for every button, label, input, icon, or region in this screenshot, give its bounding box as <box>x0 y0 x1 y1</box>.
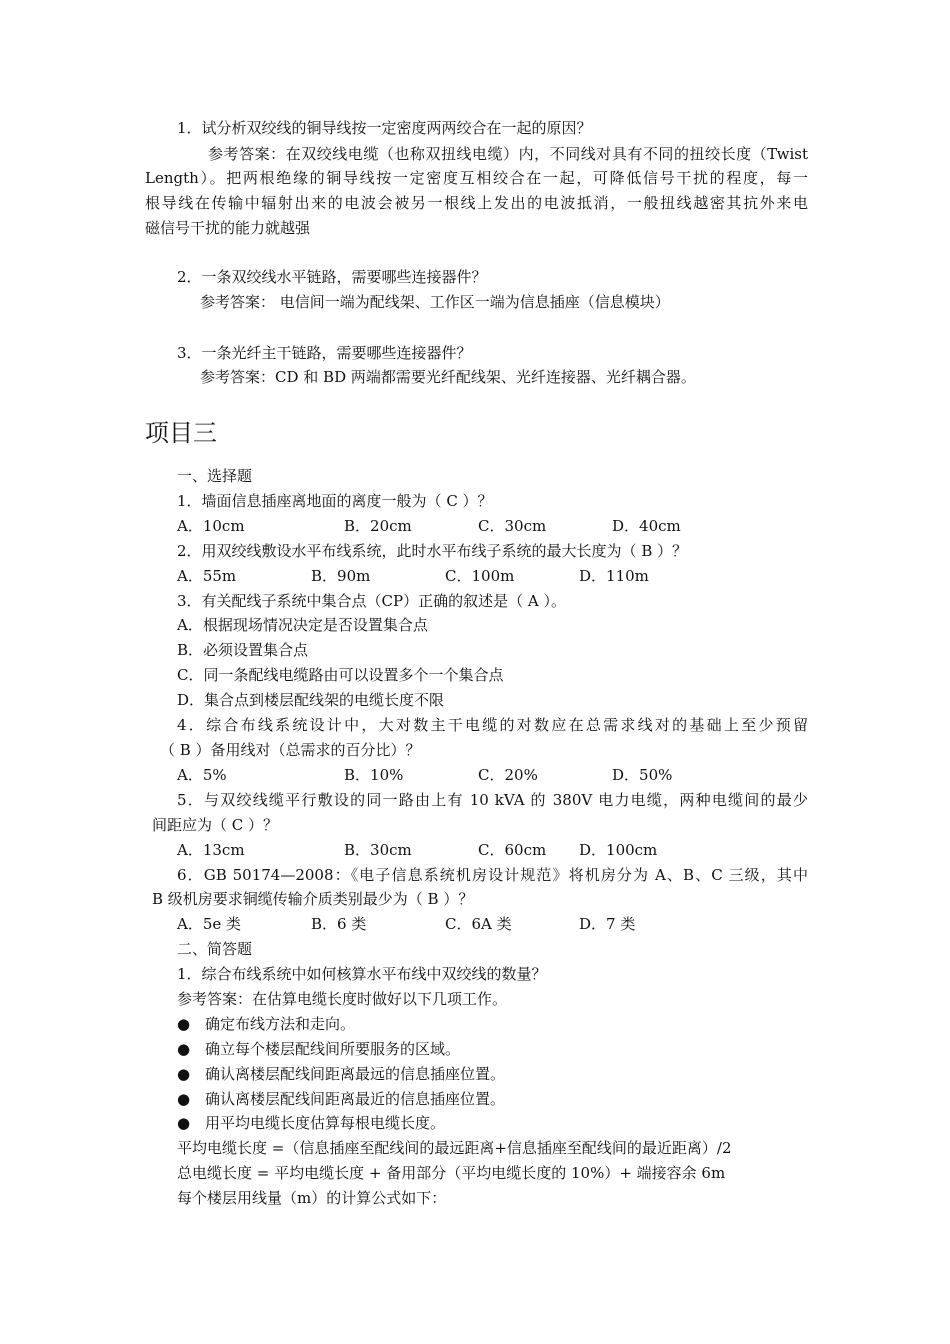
short-question-1: 1．综合布线系统中如何核算水平布线中双绞线的数量？ <box>177 965 547 983</box>
option-b: B．10% <box>344 766 404 784</box>
mc-question-5-line-2: 间距应为（ C ）？ <box>152 816 279 834</box>
option-c: C．30cm <box>478 517 547 535</box>
bullet-text: 用平均电缆长度估算每根电缆长度。 <box>205 1114 446 1132</box>
option-a: A．5% <box>177 766 227 784</box>
question-2-text: 2．一条双绞线水平链路，需要哪些连接器件？ <box>177 268 487 286</box>
option-b: B．必须设置集合点 <box>177 641 309 659</box>
option-a: A．55m <box>177 567 237 585</box>
mc-question-6-line-1: 6．GB 50174—2008：《电子信息系统机房设计规范》将机房分为 A、B、C 三级，其中 <box>177 866 808 884</box>
mc-question-2: 2．用双绞线敷设水平布线系统，此时水平布线子系统的最大长度为（ B ）？ <box>177 542 688 560</box>
option-d: D．100cm <box>579 841 658 859</box>
formula-total-length: 总电缆长度 = 平均电缆长度 + 备用部分（平均电缆长度的 10%）+ 端接容余 6m <box>177 1164 726 1182</box>
option-a: A．10cm <box>177 517 245 535</box>
option-d: D．40cm <box>612 517 681 535</box>
mc-question-4-line-1: 4．综合布线系统设计中，大对数主干电缆的对数应在总需求线对的基础上至少预留 <box>177 716 808 734</box>
option-d: D．50% <box>612 766 673 784</box>
answer-2-text: 参考答案： 电信间一端为配线架、工作区一端为信息插座（信息模块） <box>200 293 670 311</box>
bullet-icon: ● <box>177 1114 191 1132</box>
bullet-text: 确认离楼层配线间距离最远的信息插座位置。 <box>205 1065 506 1083</box>
formula-average-length: 平均电缆长度 =（信息插座至配线间的最远距离+信息插座至配线间的最近距离）/2 <box>177 1139 732 1157</box>
answer-1-line-4: 磁信号干扰的能力就越强 <box>145 219 311 237</box>
answer-1-line-2: Length）。把两根绝缘的铜导线按一定密度互相绞合在一起，可降低信号干扰的程度，每一 <box>145 169 808 187</box>
bullet-icon: ● <box>177 1040 191 1058</box>
formula-floor-usage-intro: 每个楼层用线量（m）的计算公式如下： <box>177 1189 447 1207</box>
mc-question-6-line-2: B 级机房要求铜缆传输介质类别最少为（ B ）？ <box>152 890 474 908</box>
option-b: B．90m <box>311 567 371 585</box>
bullet-icon: ● <box>177 1015 191 1033</box>
option-a: A．13cm <box>177 841 245 859</box>
option-c: C．6A 类 <box>445 915 512 933</box>
mc-question-1: 1．墙面信息插座离地面的离度一般为（ C ）？ <box>177 492 493 510</box>
option-b: B．30cm <box>344 841 412 859</box>
mc-question-5-line-1: 5．与双绞线缆平行敷设的同一路由上有 10 kVA 的 380V 电力电缆，两种电缆间的最少 <box>177 791 808 809</box>
mc-question-4-line-2: （ B ）备用线对（总需求的百分比）？ <box>160 741 421 759</box>
bullet-text: 确定布线方法和走向。 <box>205 1015 356 1033</box>
part-2-title: 二、简答题 <box>177 940 253 958</box>
option-c: C．60cm <box>478 841 547 859</box>
option-a: A．5e 类 <box>177 915 242 933</box>
answer-1-line-3: 根导线在传输中辐射出来的电波会被另一根线上发出的电波抵消，一般扭线越密其抗外来电 <box>145 194 808 212</box>
bullet-icon: ● <box>177 1090 191 1108</box>
option-d: D．集合点到楼层配线架的电缆长度不限 <box>177 691 445 709</box>
option-c: C．同一条配线电缆路由可以设置多个一个集合点 <box>177 666 504 684</box>
option-d: D．7 类 <box>579 915 636 933</box>
question-1-text: 1．试分析双绞线的铜导线按一定密度两两绞合在一起的原因？ <box>177 119 592 137</box>
option-c: C．20% <box>478 766 538 784</box>
mc-question-3: 3．有关配线子系统中集合点（CP）正确的叙述是（ A ）。 <box>177 592 566 610</box>
option-b: B．20cm <box>344 517 412 535</box>
answer-3-text: 参考答案：CD 和 BD 两端都需要光纤配线架、光纤连接器、光纤耦合器。 <box>200 368 696 386</box>
option-d: D．110m <box>579 567 649 585</box>
part-1-title: 一、选择题 <box>177 467 253 485</box>
project-3-heading: 项目三 <box>145 419 217 447</box>
bullet-icon: ● <box>177 1065 191 1083</box>
option-c: C．100m <box>445 567 515 585</box>
question-3-text: 3．一条光纤主干链路，需要哪些连接器件？ <box>177 344 472 362</box>
option-b: B．6 类 <box>311 915 367 933</box>
bullet-text: 确立每个楼层配线间所要服务的区域。 <box>205 1040 461 1058</box>
short-answer-intro: 参考答案：在估算电缆长度时做好以下几项工作。 <box>177 990 508 1008</box>
option-a: A．根据现场情况决定是否设置集合点 <box>177 616 428 634</box>
bullet-text: 确认离楼层配线间距离最近的信息插座位置。 <box>205 1090 506 1108</box>
answer-1-line-1: 参考答案：在双绞线电缆（也称双扭线电缆）内，不同线对具有不同的扭绞长度（Twist <box>208 145 808 163</box>
